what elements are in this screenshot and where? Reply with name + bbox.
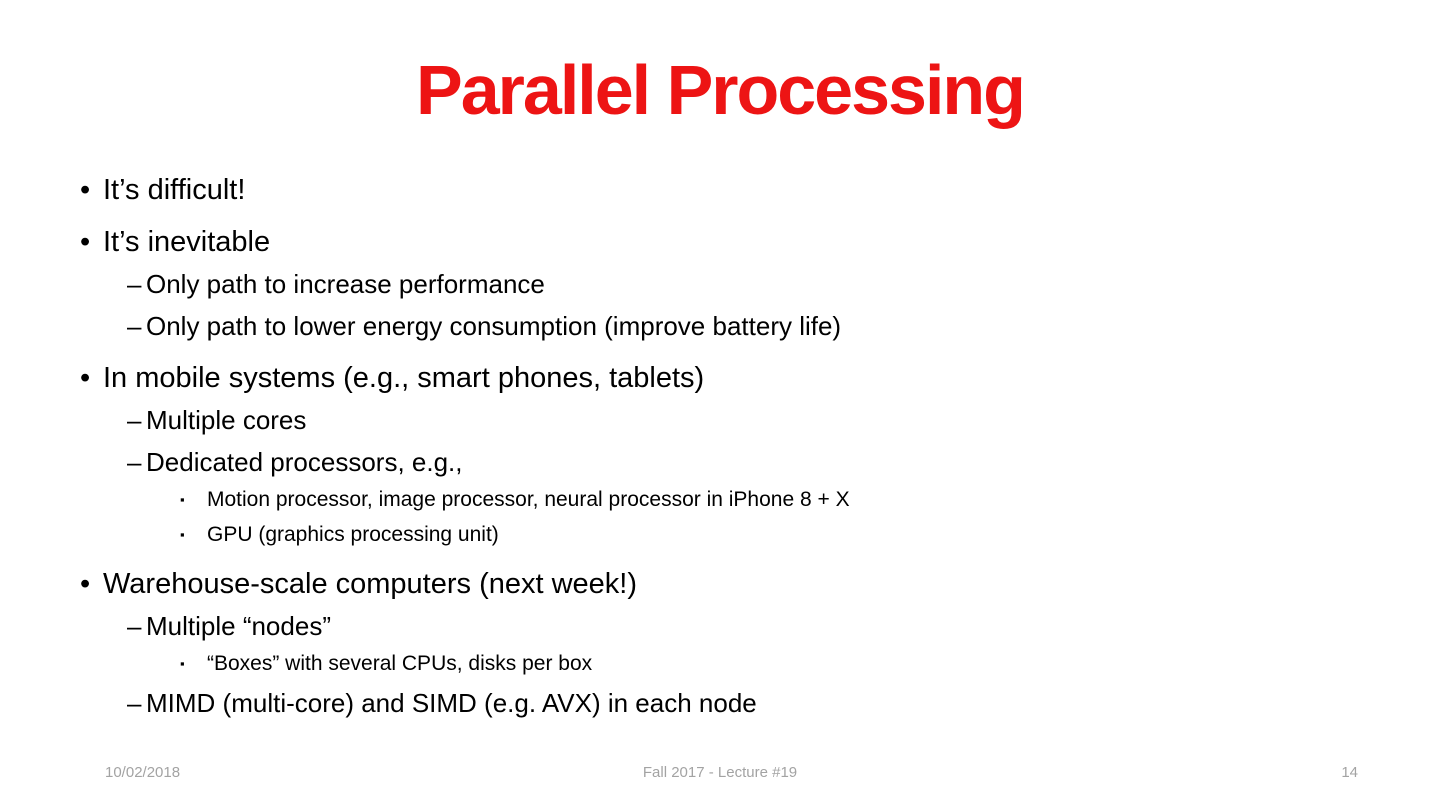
bullet-line <box>127 264 1410 304</box>
bullet-icon: • <box>80 362 91 394</box>
bullet-line <box>180 647 1410 681</box>
square-bullet-icon: ▪ <box>180 656 185 671</box>
dash-icon: – <box>127 269 142 299</box>
dash-icon: – <box>127 688 142 718</box>
bullet-text: Dedicated processors, e.g., <box>146 447 463 477</box>
dash-icon: – <box>127 611 142 641</box>
footer-course-label: Fall 2017 - Lecture #19 <box>642 764 798 781</box>
bullet-text: In mobile systems (e.g., smart phones, tablets) <box>103 362 705 394</box>
bullet-line <box>80 564 1410 604</box>
footer-page-number: 14 <box>1341 764 1358 781</box>
bullet-line <box>80 358 1410 398</box>
bullet-line <box>127 683 1410 723</box>
bullet-text: Only path to increase performance <box>146 269 545 299</box>
bullet-line <box>80 222 1410 262</box>
bullet-line <box>80 170 1410 210</box>
bullet-text: Multiple cores <box>146 405 307 435</box>
bullet-line <box>127 606 1410 646</box>
bullet-text: “Boxes” with several CPUs, disks per box <box>207 652 593 675</box>
bullet-line <box>180 483 1410 517</box>
square-bullet-icon: ▪ <box>180 527 185 542</box>
footer-date: 10/02/2018 <box>105 764 181 781</box>
bullet-icon: • <box>80 226 91 258</box>
bullet-line <box>127 400 1410 440</box>
bullet-line <box>127 442 1410 482</box>
dash-icon: – <box>127 311 142 341</box>
slide-title: Parallel Processing <box>416 51 1024 129</box>
bullet-text: MIMD (multi-core) and SIMD (e.g. AVX) in each node <box>146 688 757 718</box>
bullet-text: Motion processor, image processor, neural processor in iPhone 8 + X <box>207 488 850 511</box>
bullet-text: GPU (graphics processing unit) <box>207 523 499 546</box>
slide-body <box>80 170 1410 723</box>
dash-icon: – <box>127 405 142 435</box>
square-bullet-icon: ▪ <box>180 492 185 507</box>
bullet-text: It’s inevitable <box>103 226 271 258</box>
bullet-icon: • <box>80 174 91 206</box>
bullet-line <box>180 518 1410 552</box>
bullet-line <box>127 306 1410 346</box>
bullet-text: Multiple “nodes” <box>146 611 331 641</box>
bullet-icon: • <box>80 568 91 600</box>
bullet-text: Warehouse-scale computers (next week!) <box>103 568 638 600</box>
bullet-text: Only path to lower energy consumption (improve battery life) <box>146 311 842 341</box>
bullet-text: It’s difficult! <box>103 174 246 206</box>
dash-icon: – <box>127 447 142 477</box>
